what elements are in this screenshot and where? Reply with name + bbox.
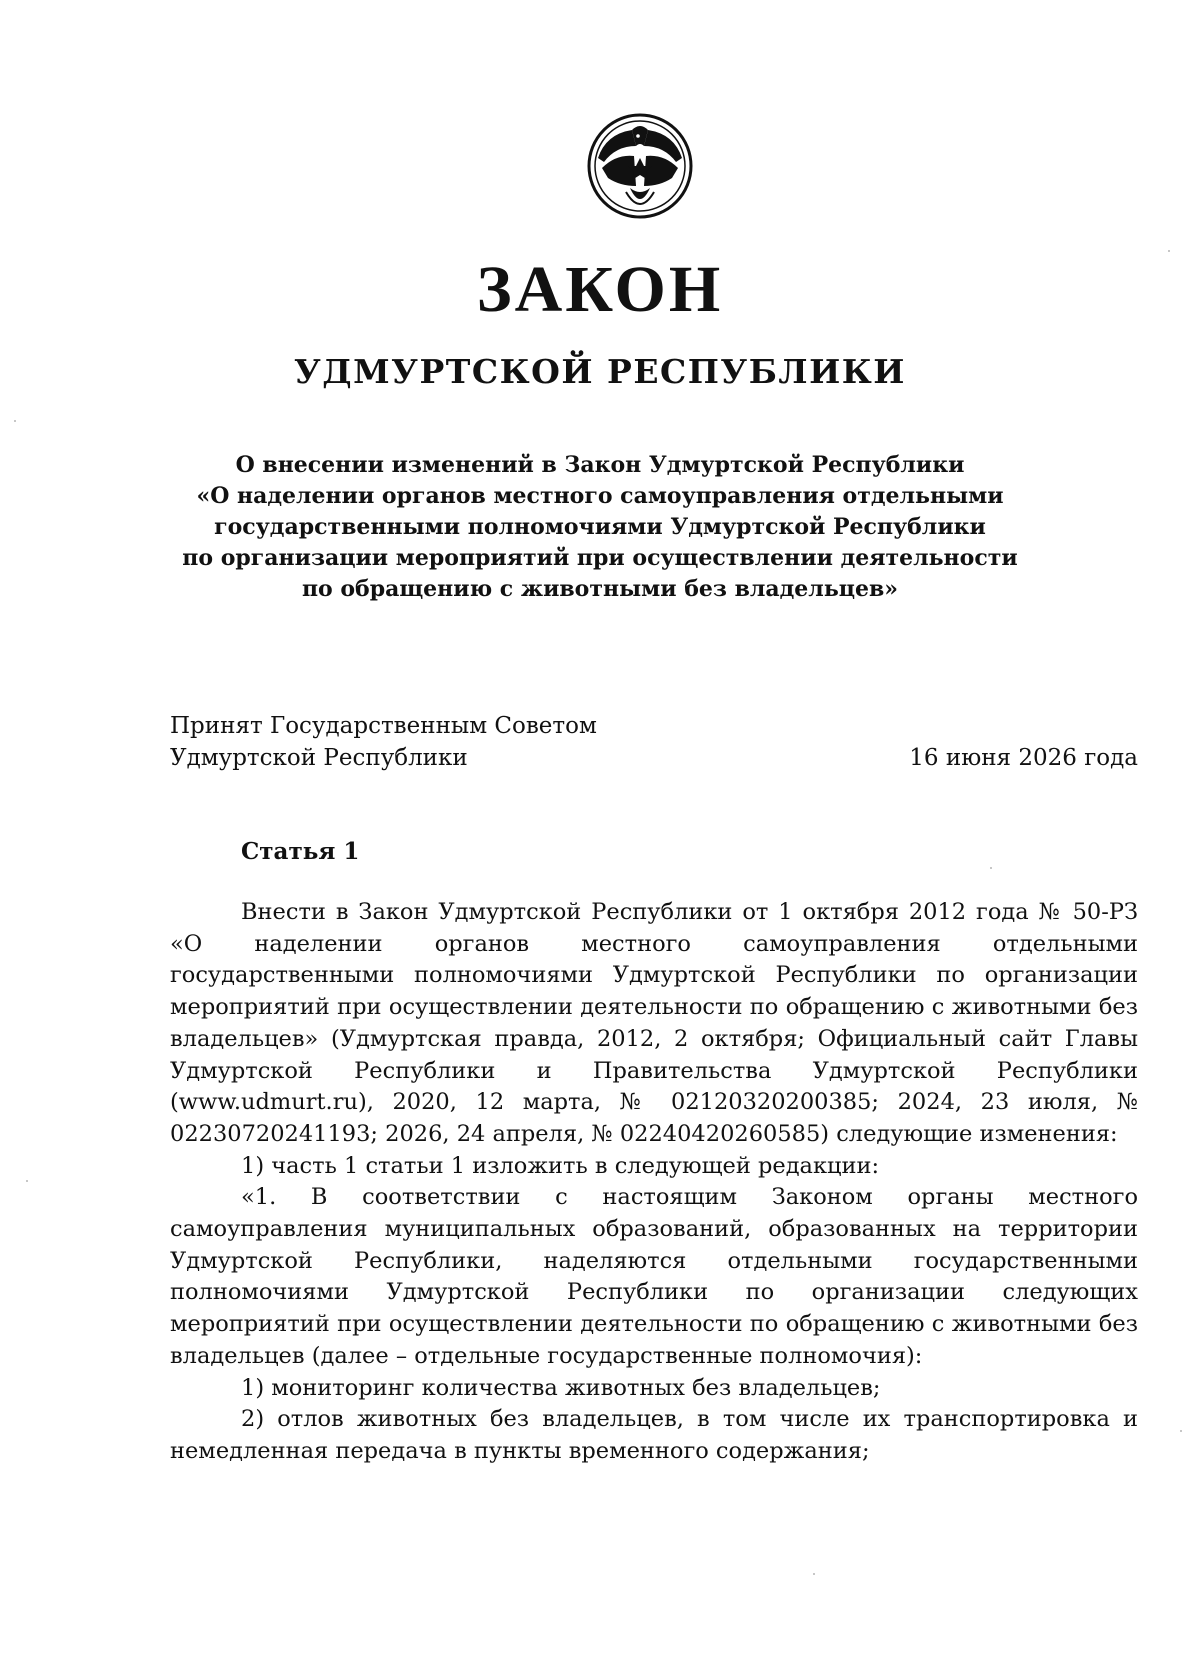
document-subtitle: УДМУРТСКОЙ РЕСПУБЛИКИ bbox=[294, 352, 906, 391]
document-title: ЗАКОН bbox=[476, 253, 724, 326]
adoption-authority bbox=[170, 710, 597, 774]
scan-speck bbox=[990, 867, 992, 869]
scan-speck bbox=[1180, 1430, 1182, 1432]
article-intro-paragraph: Внести в Закон Удмуртской Республики от 1 октября 2012 года № 50-РЗ «О наделении органов местного самоуправления отдельными государственными полномочиями Удмуртской Республики по организации мероприятий при осуществлении деятельности по обращению с животными без владельцев» (Удмуртская правда, 2012, 2 октября; Официальный сайт Главы Удмуртской Республики и Правительства Удмуртской Республики (www.udmurt.ru), 2020, 12 марта, № 02120320200385; 2024, 23 июля, № 02230720241193; 2026, 24 апреля, № 02240420260585) следующие изменения: bbox=[170, 899, 1138, 1147]
subject-line: по организации мероприятий при осуществлении деятельности bbox=[182, 545, 1018, 571]
article-body bbox=[170, 897, 1138, 1468]
list-item: 2) отлов животных без владельцев, в том числе их транспортировка и немедленная передача в пункты временного содержания; bbox=[170, 1406, 1138, 1464]
scan-speck bbox=[14, 420, 16, 422]
scan-speck bbox=[813, 1573, 815, 1575]
coat-of-arms-emblem bbox=[586, 112, 694, 220]
adoption-line: Принят Государственным Советом bbox=[170, 713, 597, 739]
scan-speck bbox=[26, 1180, 28, 1182]
list-item: 1) мониторинг количества животных без владельцев; bbox=[241, 1374, 881, 1401]
article-heading: Статья 1 bbox=[241, 838, 360, 865]
adoption-line: Удмуртской Республики bbox=[170, 745, 468, 771]
subject-line: государственными полномочиями Удмуртской Республики bbox=[214, 514, 986, 540]
subject-line: «О наделении органов местного самоуправления отдельными bbox=[196, 483, 1004, 509]
adoption-date: 16 июня 2026 года bbox=[909, 745, 1138, 771]
subject-line: по обращению с животными без владельцев» bbox=[301, 576, 899, 602]
law-subject bbox=[180, 450, 1020, 605]
scan-speck bbox=[1168, 250, 1170, 252]
quoted-provision: «1. В соответствии с настоящим Законом органы местного самоуправления муниципальных образований, образованных на территории Удмуртской Республики, наделяются отдельными государственными полномочиями Удмуртской Республики по организации следующих мероприятий при осуществлении деятельности по обращению с животными без владельцев (далее – отдельные государственные полномочия): bbox=[170, 1184, 1138, 1369]
subject-line: О внесении изменений в Закон Удмуртской Республики bbox=[235, 452, 965, 478]
amendment-item: 1) часть 1 статьи 1 изложить в следующей редакции: bbox=[241, 1152, 880, 1179]
